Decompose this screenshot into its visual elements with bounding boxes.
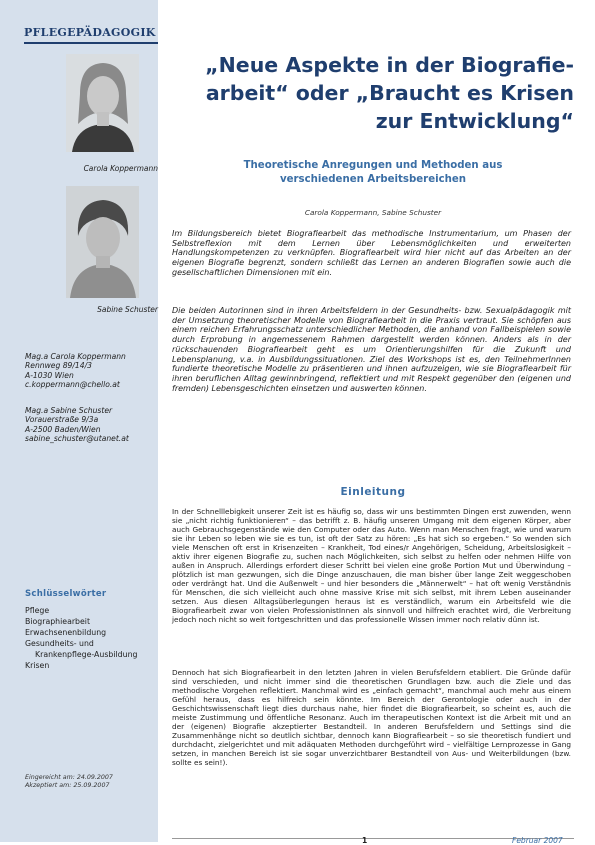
contact-schuster — [25, 406, 157, 444]
article-title: „Neue Aspekte in der Biografie- arbeit“ oder „Braucht es Krisen zur Entwicklung“ — [205, 53, 574, 133]
contact1-email[interactable]: c.koppermann@chello.at — [25, 380, 120, 390]
keyword-item: Biographiearbeit — [25, 617, 91, 626]
abstract-text: Im Bildungsbereich bietet Biografiearbeit das methodische Instrumentarium, um Phasen der Selbstreflexion mit dem Lernen über Lebensmöglichkeiten und erweiterten Handlungskompetenzen zu verknüpfen. Biografiearbeit wird hier nicht auf das Arbeiten an der eigenen Biografie begrenzt, sondern schließt das Lernen an anderen Biografien sowie auch die gesellschaftlichen Dimensionen mit ein. — [172, 229, 571, 277]
photo2-caption: Sabine Schuster — [97, 305, 158, 314]
article-subtitle: Theoretische Anregungen und Methoden aus verschiedenen Arbeitsbereichen — [243, 160, 503, 185]
keyword-item: Gesundheits- und Krankenpflege-Ausbildung — [25, 639, 138, 659]
contact1-name: Mag.a Carola Koppermann — [25, 352, 126, 361]
header-rule — [24, 42, 158, 44]
keyword-item: Krisen — [25, 661, 50, 670]
photo1-caption: Carola Koppermann — [83, 164, 158, 173]
body-paragraph-1 — [172, 507, 571, 624]
article-authors: Carola Koppermann, Sabine Schuster — [304, 208, 442, 217]
body-text: In der Schnelllebigkeit unserer Zeit ist es häufig so, dass wir uns bestimmten Dingen erst zuwenden, wenn sie „nicht richtig funktionieren“ – das betrifft z. B. häufig unseren Umgang mit dem eigenen Körper, aber auch Gebrauchsgegenstände wie den Computer oder das Auto. Wenn man Menschen fragt, wie und warum sie ihr Leben so leben wie sie es tun, ist oft der Satz zu hören: „Es hat sich so ergeben.“ So wenden sich viele Menschen oft erst in Krisenzeiten – Krankheit, Tod eines/r Angehörigen, Scheidung, Arbeitslosigkeit – aktiv ihrer eigenen Biografie zu, suchen nach Möglichkeiten, sich selbst zu helfen oder nehmen Hilfe von außen in Anspruch. Allerdings erfordert dieser Schritt bei vielen eine große Portion Mut und Überwindung – plötzlich ist man gezwungen, sich die Dinge anzuschauen, die man bisher über lange Zeit weggeschoben oder verdrängt hat. Und die Außenwelt – und hier besonders die „Männerwelt“ – hat oft wenig Verständnis für Menschen, die sich vielleicht auch ohne massive Krise mit sich selbst, mit ihrem Leben auseinander setzen. Aus diesen Alltagsüberlegungen heraus ist es verständlich, warum ein Arbeitsfeld wie die Biografiearbeit zwar von vielen ProfessionistInnen als sinnvoll und hilfreich erachtet wird, die Verbreitung jedoch noch nicht so weit fortgeschritten und das professionelle Wissen immer noch relativ dünn ist. — [172, 507, 571, 624]
body-text: Dennoch hat sich Biografiearbeit in den letzten Jahren in vielen Berufsfeldern etabliert. Die Gründe dafür sind verschieden, und nicht immer sind die theoretischen Grundlagen bzw. auch die Ziele und das methodische Vorgehen reflektiert. Manchmal wird es „einfach gemacht“, manchmal auch mehr aus einem Gefühl heraus, dass es hilfreich sein könnte. Im Bereich der Gerontologie oder auch in der Geschichtswissenschaft liegt dies durchaus nahe, hier findet die Biografiearbeit, so scheint es, auch die meiste Zustimmung und öffentliche Resonanz. Auch im therapeutischen Kontext ist die Arbeit mit und an der (eigenen) Biografie akzeptierter Bestandteil. In anderen Berufsfeldern und Settings sind die Zusammenhänge nicht so deutlich sichtbar, dennoch kann Biografiearbeit – so sie theoretisch fundiert und durchdacht, zielgerichtet und mit adäquaten Methoden durchgeführt wird – vielfältige Lernprozesse in Gang setzen, in manchen Bereich ist sie sogar unverzichtbarer Bestandteil von Aus- und Weiterbildungen (bzw. sollte es sein!). — [172, 668, 571, 767]
date-submitted: Eingereicht am: 24.09.2007 — [25, 774, 113, 781]
issue-date: Februar 2007 — [512, 836, 563, 845]
keywords-list — [25, 605, 151, 671]
author-photo-koppermann — [66, 54, 139, 152]
contact1-city: A-1030 Wien — [25, 370, 74, 380]
keyword-item: Erwachsenenbildung — [25, 628, 107, 637]
submission-dates — [25, 774, 113, 790]
section-heading: Einleitung — [340, 486, 406, 498]
contact2-email[interactable]: sabine_schuster@utanet.at — [25, 434, 129, 444]
abstract-paragraph-1 — [172, 229, 571, 278]
keywords-title: Schlüsselwörter — [25, 589, 107, 599]
journal-name: PFLEGEPÄDAGOGIK — [24, 26, 156, 39]
page-number: 1 — [362, 836, 368, 845]
keyword-item: Pflege — [25, 606, 50, 615]
contact2-street: Vorauerstraße 9/3a — [25, 415, 99, 425]
body-paragraph-2 — [172, 668, 571, 767]
contact1-street: Rennweg 89/14/3 — [25, 361, 92, 371]
date-accepted: Akzeptiert am: 25.09.2007 — [25, 782, 110, 790]
abstract-text: Die beiden Autorinnen sind in ihren Arbeitsfeldern in der Gesundheits- bzw. Sexualpädagogik mit der Umsetzung theoretischer Modelle von Biografiearbeit in die Praxis vertraut. Sie schöpfen aus einem reichen Erfahrungsschatz unterschiedlicher Methoden, die anhand von Fallbeispielen sowie durch Erprobung in angemessenem Rahmen dargestellt werden können. Anders als in der rückschauenden Biografiearbeit geht es um Orientierungshilfen für die Zukunft und Lebensplanung, v.a. in Ausbildungssituationen. Ziel des Workshops ist es, den TeilnehmerInnen fundierte theoretische Modelle zu präsentieren und ihnen aufzuzeigen, wie sie Biografiearbeit für ihren beruflichen Alltag gewinnbringend, reflektiert und mit Respekt gegenüber den (eigenen und fremden) Lebensgeschichten einsetzen und auswerten können. — [172, 306, 571, 393]
contact-koppermann — [25, 352, 157, 390]
abstract-paragraph-2 — [172, 306, 571, 393]
author-photo-schuster — [66, 186, 139, 298]
contact2-name: Mag.a Sabine Schuster — [25, 406, 113, 415]
contact2-city: A-2500 Baden/Wien — [25, 424, 101, 434]
